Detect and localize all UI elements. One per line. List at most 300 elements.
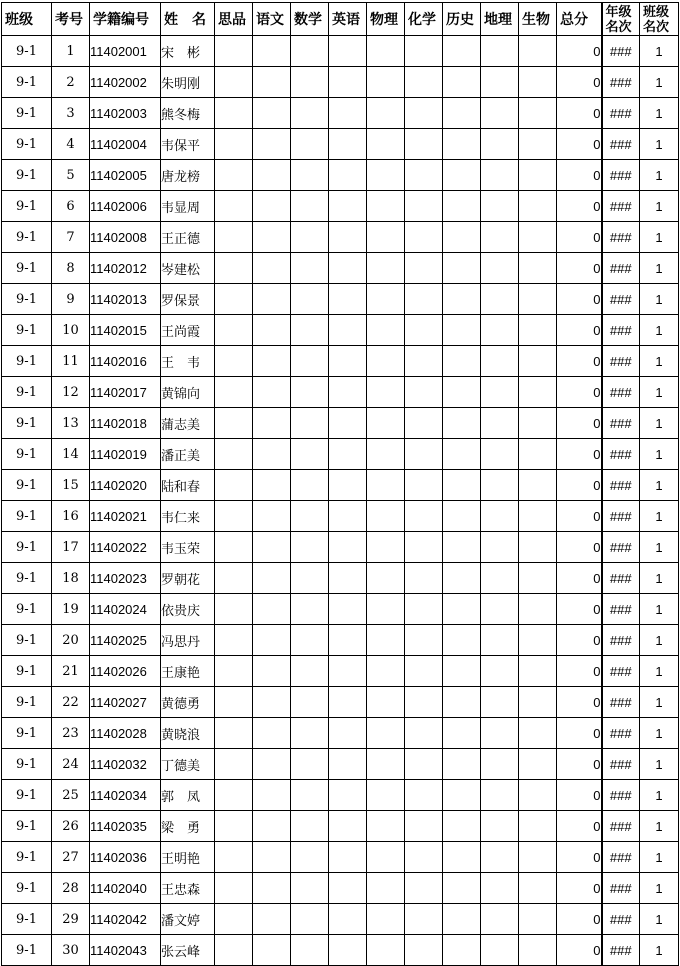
- politics-score-cell[interactable]: [215, 377, 253, 408]
- name-cell[interactable]: 王康艳: [161, 656, 215, 687]
- header-history[interactable]: 历史: [443, 3, 481, 36]
- math-score-cell[interactable]: [291, 160, 329, 191]
- name-cell[interactable]: 罗保景: [161, 284, 215, 315]
- history-score-cell[interactable]: [443, 749, 481, 780]
- geography-score-cell[interactable]: [481, 377, 519, 408]
- grade-rank-cell[interactable]: ###: [602, 842, 640, 873]
- class-rank-cell[interactable]: 1: [640, 935, 679, 966]
- grade-rank-cell[interactable]: ###: [602, 594, 640, 625]
- geography-score-cell[interactable]: [481, 842, 519, 873]
- name-cell[interactable]: 韦玉荣: [161, 532, 215, 563]
- class-cell[interactable]: 9-1: [2, 501, 52, 532]
- chemistry-score-cell[interactable]: [405, 904, 443, 935]
- class-rank-cell[interactable]: 1: [640, 191, 679, 222]
- student-id-cell[interactable]: 11402024: [90, 594, 161, 625]
- student-id-cell[interactable]: 11402002: [90, 67, 161, 98]
- class-cell[interactable]: 9-1: [2, 749, 52, 780]
- politics-score-cell[interactable]: [215, 439, 253, 470]
- politics-score-cell[interactable]: [215, 315, 253, 346]
- math-score-cell[interactable]: [291, 501, 329, 532]
- student-id-cell[interactable]: 11402021: [90, 501, 161, 532]
- physics-score-cell[interactable]: [367, 811, 405, 842]
- chinese-score-cell[interactable]: [253, 160, 291, 191]
- physics-score-cell[interactable]: [367, 129, 405, 160]
- student-id-cell[interactable]: 11402008: [90, 222, 161, 253]
- total-cell[interactable]: 0: [557, 129, 602, 160]
- header-class[interactable]: 班级: [2, 3, 52, 36]
- chemistry-score-cell[interactable]: [405, 687, 443, 718]
- biology-score-cell[interactable]: [519, 470, 557, 501]
- politics-score-cell[interactable]: [215, 253, 253, 284]
- total-cell[interactable]: 0: [557, 67, 602, 98]
- class-rank-cell[interactable]: 1: [640, 563, 679, 594]
- class-rank-cell[interactable]: 1: [640, 470, 679, 501]
- biology-score-cell[interactable]: [519, 873, 557, 904]
- geography-score-cell[interactable]: [481, 594, 519, 625]
- history-score-cell[interactable]: [443, 842, 481, 873]
- grade-rank-cell[interactable]: ###: [602, 873, 640, 904]
- exam-no-cell[interactable]: 26: [52, 811, 90, 842]
- english-score-cell[interactable]: [329, 594, 367, 625]
- politics-score-cell[interactable]: [215, 129, 253, 160]
- grade-rank-cell[interactable]: ###: [602, 129, 640, 160]
- chemistry-score-cell[interactable]: [405, 501, 443, 532]
- class-cell[interactable]: 9-1: [2, 811, 52, 842]
- total-cell[interactable]: 0: [557, 873, 602, 904]
- chemistry-score-cell[interactable]: [405, 594, 443, 625]
- chinese-score-cell[interactable]: [253, 811, 291, 842]
- name-cell[interactable]: 依贵庆: [161, 594, 215, 625]
- class-rank-cell[interactable]: 1: [640, 408, 679, 439]
- geography-score-cell[interactable]: [481, 563, 519, 594]
- exam-no-cell[interactable]: 18: [52, 563, 90, 594]
- student-id-cell[interactable]: 11402026: [90, 656, 161, 687]
- exam-no-cell[interactable]: 10: [52, 315, 90, 346]
- chemistry-score-cell[interactable]: [405, 377, 443, 408]
- student-id-cell[interactable]: 11402001: [90, 36, 161, 67]
- total-cell[interactable]: 0: [557, 749, 602, 780]
- math-score-cell[interactable]: [291, 377, 329, 408]
- header-exam-no[interactable]: 考号: [52, 3, 90, 36]
- class-cell[interactable]: 9-1: [2, 98, 52, 129]
- exam-no-cell[interactable]: 30: [52, 935, 90, 966]
- student-id-cell[interactable]: 11402016: [90, 346, 161, 377]
- class-cell[interactable]: 9-1: [2, 253, 52, 284]
- class-cell[interactable]: 9-1: [2, 315, 52, 346]
- total-cell[interactable]: 0: [557, 842, 602, 873]
- math-score-cell[interactable]: [291, 749, 329, 780]
- grade-rank-cell[interactable]: ###: [602, 563, 640, 594]
- politics-score-cell[interactable]: [215, 811, 253, 842]
- chemistry-score-cell[interactable]: [405, 191, 443, 222]
- politics-score-cell[interactable]: [215, 160, 253, 191]
- politics-score-cell[interactable]: [215, 935, 253, 966]
- class-rank-cell[interactable]: 1: [640, 284, 679, 315]
- student-id-cell[interactable]: 11402040: [90, 873, 161, 904]
- history-score-cell[interactable]: [443, 904, 481, 935]
- chemistry-score-cell[interactable]: [405, 532, 443, 563]
- physics-score-cell[interactable]: [367, 718, 405, 749]
- chinese-score-cell[interactable]: [253, 842, 291, 873]
- chinese-score-cell[interactable]: [253, 656, 291, 687]
- exam-no-cell[interactable]: 9: [52, 284, 90, 315]
- english-score-cell[interactable]: [329, 377, 367, 408]
- math-score-cell[interactable]: [291, 222, 329, 253]
- biology-score-cell[interactable]: [519, 377, 557, 408]
- history-score-cell[interactable]: [443, 873, 481, 904]
- grade-rank-cell[interactable]: ###: [602, 98, 640, 129]
- exam-no-cell[interactable]: 1: [52, 36, 90, 67]
- name-cell[interactable]: 丁德美: [161, 749, 215, 780]
- grade-rank-cell[interactable]: ###: [602, 470, 640, 501]
- history-score-cell[interactable]: [443, 346, 481, 377]
- class-rank-cell[interactable]: 1: [640, 67, 679, 98]
- english-score-cell[interactable]: [329, 687, 367, 718]
- math-score-cell[interactable]: [291, 656, 329, 687]
- grade-rank-cell[interactable]: ###: [602, 191, 640, 222]
- class-cell[interactable]: 9-1: [2, 594, 52, 625]
- name-cell[interactable]: 蒲志美: [161, 408, 215, 439]
- name-cell[interactable]: 韦保平: [161, 129, 215, 160]
- math-score-cell[interactable]: [291, 594, 329, 625]
- history-score-cell[interactable]: [443, 563, 481, 594]
- chinese-score-cell[interactable]: [253, 532, 291, 563]
- english-score-cell[interactable]: [329, 191, 367, 222]
- name-cell[interactable]: 王正德: [161, 222, 215, 253]
- geography-score-cell[interactable]: [481, 439, 519, 470]
- class-rank-cell[interactable]: 1: [640, 501, 679, 532]
- total-cell[interactable]: 0: [557, 904, 602, 935]
- history-score-cell[interactable]: [443, 501, 481, 532]
- geography-score-cell[interactable]: [481, 501, 519, 532]
- exam-no-cell[interactable]: 6: [52, 191, 90, 222]
- total-cell[interactable]: 0: [557, 253, 602, 284]
- geography-score-cell[interactable]: [481, 687, 519, 718]
- chinese-score-cell[interactable]: [253, 222, 291, 253]
- english-score-cell[interactable]: [329, 625, 367, 656]
- physics-score-cell[interactable]: [367, 656, 405, 687]
- grade-rank-cell[interactable]: ###: [602, 625, 640, 656]
- math-score-cell[interactable]: [291, 98, 329, 129]
- chemistry-score-cell[interactable]: [405, 129, 443, 160]
- math-score-cell[interactable]: [291, 191, 329, 222]
- class-rank-cell[interactable]: 1: [640, 253, 679, 284]
- biology-score-cell[interactable]: [519, 501, 557, 532]
- student-id-cell[interactable]: 11402032: [90, 749, 161, 780]
- physics-score-cell[interactable]: [367, 377, 405, 408]
- history-score-cell[interactable]: [443, 98, 481, 129]
- grade-rank-cell[interactable]: ###: [602, 811, 640, 842]
- history-score-cell[interactable]: [443, 160, 481, 191]
- math-score-cell[interactable]: [291, 718, 329, 749]
- total-cell[interactable]: 0: [557, 377, 602, 408]
- chinese-score-cell[interactable]: [253, 563, 291, 594]
- grade-rank-cell[interactable]: ###: [602, 160, 640, 191]
- biology-score-cell[interactable]: [519, 594, 557, 625]
- exam-no-cell[interactable]: 20: [52, 625, 90, 656]
- class-rank-cell[interactable]: 1: [640, 160, 679, 191]
- english-score-cell[interactable]: [329, 408, 367, 439]
- class-rank-cell[interactable]: 1: [640, 594, 679, 625]
- geography-score-cell[interactable]: [481, 935, 519, 966]
- class-rank-cell[interactable]: 1: [640, 346, 679, 377]
- exam-no-cell[interactable]: 27: [52, 842, 90, 873]
- history-score-cell[interactable]: [443, 222, 481, 253]
- english-score-cell[interactable]: [329, 532, 367, 563]
- physics-score-cell[interactable]: [367, 935, 405, 966]
- class-rank-cell[interactable]: 1: [640, 811, 679, 842]
- student-id-cell[interactable]: 11402027: [90, 687, 161, 718]
- exam-no-cell[interactable]: 15: [52, 470, 90, 501]
- history-score-cell[interactable]: [443, 718, 481, 749]
- politics-score-cell[interactable]: [215, 36, 253, 67]
- student-id-cell[interactable]: 11402018: [90, 408, 161, 439]
- total-cell[interactable]: 0: [557, 315, 602, 346]
- geography-score-cell[interactable]: [481, 129, 519, 160]
- chinese-score-cell[interactable]: [253, 377, 291, 408]
- politics-score-cell[interactable]: [215, 625, 253, 656]
- chemistry-score-cell[interactable]: [405, 718, 443, 749]
- geography-score-cell[interactable]: [481, 904, 519, 935]
- biology-score-cell[interactable]: [519, 935, 557, 966]
- english-score-cell[interactable]: [329, 129, 367, 160]
- chinese-score-cell[interactable]: [253, 873, 291, 904]
- geography-score-cell[interactable]: [481, 749, 519, 780]
- physics-score-cell[interactable]: [367, 780, 405, 811]
- class-rank-cell[interactable]: 1: [640, 98, 679, 129]
- politics-score-cell[interactable]: [215, 67, 253, 98]
- header-name[interactable]: 姓 名: [161, 3, 215, 36]
- class-cell[interactable]: 9-1: [2, 470, 52, 501]
- english-score-cell[interactable]: [329, 842, 367, 873]
- class-cell[interactable]: 9-1: [2, 377, 52, 408]
- header-class-rank[interactable]: 班级名次: [640, 3, 679, 36]
- physics-score-cell[interactable]: [367, 98, 405, 129]
- name-cell[interactable]: 陆和春: [161, 470, 215, 501]
- biology-score-cell[interactable]: [519, 67, 557, 98]
- english-score-cell[interactable]: [329, 904, 367, 935]
- class-cell[interactable]: 9-1: [2, 625, 52, 656]
- grade-rank-cell[interactable]: ###: [602, 253, 640, 284]
- name-cell[interactable]: 唐龙榜: [161, 160, 215, 191]
- exam-no-cell[interactable]: 7: [52, 222, 90, 253]
- biology-score-cell[interactable]: [519, 811, 557, 842]
- english-score-cell[interactable]: [329, 470, 367, 501]
- class-cell[interactable]: 9-1: [2, 36, 52, 67]
- physics-score-cell[interactable]: [367, 222, 405, 253]
- geography-score-cell[interactable]: [481, 36, 519, 67]
- math-score-cell[interactable]: [291, 129, 329, 160]
- biology-score-cell[interactable]: [519, 842, 557, 873]
- biology-score-cell[interactable]: [519, 98, 557, 129]
- chemistry-score-cell[interactable]: [405, 656, 443, 687]
- math-score-cell[interactable]: [291, 346, 329, 377]
- class-rank-cell[interactable]: 1: [640, 687, 679, 718]
- exam-no-cell[interactable]: 11: [52, 346, 90, 377]
- biology-score-cell[interactable]: [519, 718, 557, 749]
- name-cell[interactable]: 宋 彬: [161, 36, 215, 67]
- geography-score-cell[interactable]: [481, 191, 519, 222]
- math-score-cell[interactable]: [291, 780, 329, 811]
- math-score-cell[interactable]: [291, 563, 329, 594]
- politics-score-cell[interactable]: [215, 687, 253, 718]
- grade-rank-cell[interactable]: ###: [602, 36, 640, 67]
- grade-rank-cell[interactable]: ###: [602, 67, 640, 98]
- header-total[interactable]: 总分: [557, 3, 602, 36]
- chinese-score-cell[interactable]: [253, 625, 291, 656]
- total-cell[interactable]: 0: [557, 439, 602, 470]
- history-score-cell[interactable]: [443, 439, 481, 470]
- student-id-cell[interactable]: 11402013: [90, 284, 161, 315]
- class-cell[interactable]: 9-1: [2, 408, 52, 439]
- exam-no-cell[interactable]: 19: [52, 594, 90, 625]
- total-cell[interactable]: 0: [557, 563, 602, 594]
- chemistry-score-cell[interactable]: [405, 935, 443, 966]
- physics-score-cell[interactable]: [367, 594, 405, 625]
- physics-score-cell[interactable]: [367, 470, 405, 501]
- grade-rank-cell[interactable]: ###: [602, 439, 640, 470]
- exam-no-cell[interactable]: 5: [52, 160, 90, 191]
- math-score-cell[interactable]: [291, 532, 329, 563]
- grade-rank-cell[interactable]: ###: [602, 408, 640, 439]
- grade-rank-cell[interactable]: ###: [602, 346, 640, 377]
- politics-score-cell[interactable]: [215, 842, 253, 873]
- math-score-cell[interactable]: [291, 842, 329, 873]
- physics-score-cell[interactable]: [367, 346, 405, 377]
- english-score-cell[interactable]: [329, 315, 367, 346]
- student-id-cell[interactable]: 11402012: [90, 253, 161, 284]
- physics-score-cell[interactable]: [367, 315, 405, 346]
- geography-score-cell[interactable]: [481, 532, 519, 563]
- english-score-cell[interactable]: [329, 253, 367, 284]
- header-chinese[interactable]: 语文: [253, 3, 291, 36]
- geography-score-cell[interactable]: [481, 284, 519, 315]
- math-score-cell[interactable]: [291, 284, 329, 315]
- biology-score-cell[interactable]: [519, 687, 557, 718]
- chemistry-score-cell[interactable]: [405, 284, 443, 315]
- chemistry-score-cell[interactable]: [405, 67, 443, 98]
- class-cell[interactable]: 9-1: [2, 439, 52, 470]
- history-score-cell[interactable]: [443, 470, 481, 501]
- total-cell[interactable]: 0: [557, 36, 602, 67]
- header-biology[interactable]: 生物: [519, 3, 557, 36]
- class-cell[interactable]: 9-1: [2, 780, 52, 811]
- exam-no-cell[interactable]: 28: [52, 873, 90, 904]
- history-score-cell[interactable]: [443, 36, 481, 67]
- header-physics[interactable]: 物理: [367, 3, 405, 36]
- grade-rank-cell[interactable]: ###: [602, 315, 640, 346]
- chemistry-score-cell[interactable]: [405, 842, 443, 873]
- biology-score-cell[interactable]: [519, 904, 557, 935]
- english-score-cell[interactable]: [329, 98, 367, 129]
- english-score-cell[interactable]: [329, 780, 367, 811]
- politics-score-cell[interactable]: [215, 656, 253, 687]
- history-score-cell[interactable]: [443, 377, 481, 408]
- physics-score-cell[interactable]: [367, 67, 405, 98]
- class-rank-cell[interactable]: 1: [640, 222, 679, 253]
- class-rank-cell[interactable]: 1: [640, 625, 679, 656]
- class-cell[interactable]: 9-1: [2, 935, 52, 966]
- chinese-score-cell[interactable]: [253, 408, 291, 439]
- class-cell[interactable]: 9-1: [2, 222, 52, 253]
- class-cell[interactable]: 9-1: [2, 656, 52, 687]
- geography-score-cell[interactable]: [481, 811, 519, 842]
- student-id-cell[interactable]: 11402023: [90, 563, 161, 594]
- total-cell[interactable]: 0: [557, 594, 602, 625]
- history-score-cell[interactable]: [443, 315, 481, 346]
- class-cell[interactable]: 9-1: [2, 873, 52, 904]
- class-rank-cell[interactable]: 1: [640, 904, 679, 935]
- physics-score-cell[interactable]: [367, 749, 405, 780]
- class-cell[interactable]: 9-1: [2, 129, 52, 160]
- exam-no-cell[interactable]: 4: [52, 129, 90, 160]
- politics-score-cell[interactable]: [215, 749, 253, 780]
- name-cell[interactable]: 黄锦向: [161, 377, 215, 408]
- chinese-score-cell[interactable]: [253, 36, 291, 67]
- header-math[interactable]: 数学: [291, 3, 329, 36]
- student-id-cell[interactable]: 11402034: [90, 780, 161, 811]
- name-cell[interactable]: 郭 凤: [161, 780, 215, 811]
- chinese-score-cell[interactable]: [253, 780, 291, 811]
- physics-score-cell[interactable]: [367, 687, 405, 718]
- biology-score-cell[interactable]: [519, 36, 557, 67]
- class-rank-cell[interactable]: 1: [640, 718, 679, 749]
- history-score-cell[interactable]: [443, 67, 481, 98]
- geography-score-cell[interactable]: [481, 160, 519, 191]
- student-id-cell[interactable]: 11402017: [90, 377, 161, 408]
- exam-no-cell[interactable]: 8: [52, 253, 90, 284]
- name-cell[interactable]: 黄晓浪: [161, 718, 215, 749]
- chinese-score-cell[interactable]: [253, 935, 291, 966]
- history-score-cell[interactable]: [443, 594, 481, 625]
- biology-score-cell[interactable]: [519, 191, 557, 222]
- math-score-cell[interactable]: [291, 904, 329, 935]
- geography-score-cell[interactable]: [481, 408, 519, 439]
- chinese-score-cell[interactable]: [253, 284, 291, 315]
- history-score-cell[interactable]: [443, 625, 481, 656]
- chemistry-score-cell[interactable]: [405, 470, 443, 501]
- geography-score-cell[interactable]: [481, 253, 519, 284]
- physics-score-cell[interactable]: [367, 284, 405, 315]
- chemistry-score-cell[interactable]: [405, 439, 443, 470]
- politics-score-cell[interactable]: [215, 904, 253, 935]
- chemistry-score-cell[interactable]: [405, 811, 443, 842]
- total-cell[interactable]: 0: [557, 501, 602, 532]
- history-score-cell[interactable]: [443, 253, 481, 284]
- english-score-cell[interactable]: [329, 160, 367, 191]
- total-cell[interactable]: 0: [557, 160, 602, 191]
- politics-score-cell[interactable]: [215, 222, 253, 253]
- name-cell[interactable]: 朱明刚: [161, 67, 215, 98]
- class-cell[interactable]: 9-1: [2, 904, 52, 935]
- name-cell[interactable]: 黄德勇: [161, 687, 215, 718]
- chemistry-score-cell[interactable]: [405, 346, 443, 377]
- biology-score-cell[interactable]: [519, 780, 557, 811]
- class-cell[interactable]: 9-1: [2, 346, 52, 377]
- chinese-score-cell[interactable]: [253, 67, 291, 98]
- geography-score-cell[interactable]: [481, 98, 519, 129]
- math-score-cell[interactable]: [291, 625, 329, 656]
- exam-no-cell[interactable]: 25: [52, 780, 90, 811]
- english-score-cell[interactable]: [329, 36, 367, 67]
- english-score-cell[interactable]: [329, 222, 367, 253]
- chinese-score-cell[interactable]: [253, 904, 291, 935]
- chinese-score-cell[interactable]: [253, 253, 291, 284]
- student-id-cell[interactable]: 11402036: [90, 842, 161, 873]
- total-cell[interactable]: 0: [557, 98, 602, 129]
- politics-score-cell[interactable]: [215, 873, 253, 904]
- class-rank-cell[interactable]: 1: [640, 656, 679, 687]
